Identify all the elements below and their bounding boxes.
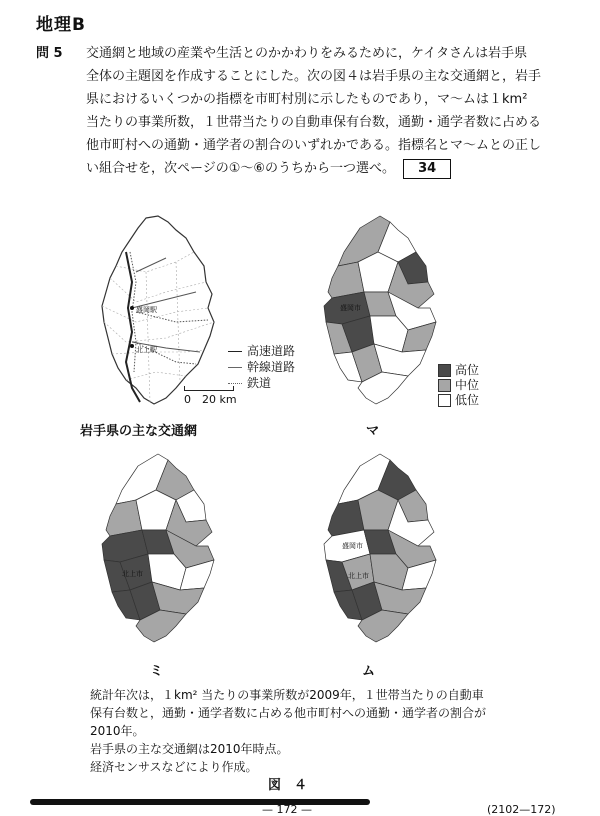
question-line: 県におけるいくつかの指標を市町村別に示したものであり，マ～ムは１km² — [86, 92, 528, 107]
question-block — [36, 42, 556, 180]
question-number: 問 5 — [36, 46, 63, 61]
figure-caption: 図 ４ — [268, 778, 308, 793]
map-ma-svg — [318, 212, 448, 412]
note-line: 岩手県の主な交通網は2010年時点。 — [90, 742, 289, 756]
question-line: 当たりの事業所数，１世帯当たりの自動車保有台数，通勤・通学者数に占める — [86, 115, 542, 130]
map-mi — [96, 450, 226, 650]
kitakami-station-dot — [130, 344, 134, 348]
kitakami-station-label: 北上駅 — [136, 346, 157, 354]
transport-map-svg — [96, 212, 226, 412]
region-west-a — [328, 500, 364, 536]
question-line: 交通網と地域の産業や生活とのかかわりをみるために，ケイタさんは岩手県 — [86, 46, 528, 61]
figure-notes — [90, 686, 520, 776]
morioka-city-label: 盛岡市 — [342, 542, 363, 550]
legend-railway: 鉄道 — [228, 375, 295, 391]
section-title: 地理B — [36, 15, 86, 35]
map-mu — [318, 450, 448, 650]
scale-label: 0 20 km — [184, 393, 237, 406]
morioka-city-label: 盛岡市 — [340, 304, 361, 312]
map-mu-label: ム — [362, 664, 376, 679]
kitakami-city-label: 北上市 — [348, 572, 369, 580]
legend-arterial-road: 幹線道路 — [228, 359, 295, 375]
note-line: 2010年。 — [90, 724, 145, 738]
transport-map-label: 岩手県の主な交通網 — [80, 424, 198, 439]
morioka-station-label: 盛岡駅 — [136, 306, 157, 314]
answer-box: 34 — [403, 159, 451, 179]
map-mi-label: ミ — [150, 664, 164, 679]
home-indicator[interactable] — [30, 799, 370, 805]
map-mu-svg — [318, 450, 448, 650]
region-west-a — [106, 500, 142, 536]
question-line: 全体の主題図を作成することにした。次の図４は岩手県の主な交通網と，岩手 — [86, 69, 542, 84]
note-line: 統計年次は，１km² 当たりの事業所数が2009年，１世帯当たりの自動車 — [90, 688, 484, 702]
note-line: 経済センサスなどにより作成。 — [90, 760, 258, 774]
transport-map — [96, 212, 226, 412]
map-ma-label: マ — [366, 424, 380, 439]
morioka-station-dot — [130, 306, 134, 310]
legend-low: 低位 — [438, 393, 479, 408]
page-code: (2102—172) — [487, 803, 556, 816]
prefecture-outline — [102, 216, 214, 404]
kitakami-city-label: 北上市 — [122, 570, 143, 578]
transport-legend — [228, 343, 295, 391]
map-ma — [318, 212, 448, 412]
legend-mid: 中位 — [438, 378, 479, 393]
legend-expressway: 高速道路 — [228, 343, 295, 359]
question-line: 他市町村への通勤・通学者の割合のいずれかである。指標名とマ～ムとの正し — [86, 138, 542, 153]
rank-legend — [438, 363, 479, 408]
region-west-a — [328, 262, 364, 298]
scale-bar — [184, 386, 237, 407]
legend-high: 高位 — [438, 363, 479, 378]
question-line: い組合せを，次ページの①～⑥のうちから一つ選べ。 34 — [86, 157, 556, 180]
page-number: — 172 — — [262, 803, 312, 816]
question-text — [86, 42, 556, 180]
map-mi-svg — [96, 450, 226, 650]
note-line: 保有台数と，通勤・通学者数に占める他市町村への通勤・通学者の割合が — [90, 706, 487, 720]
